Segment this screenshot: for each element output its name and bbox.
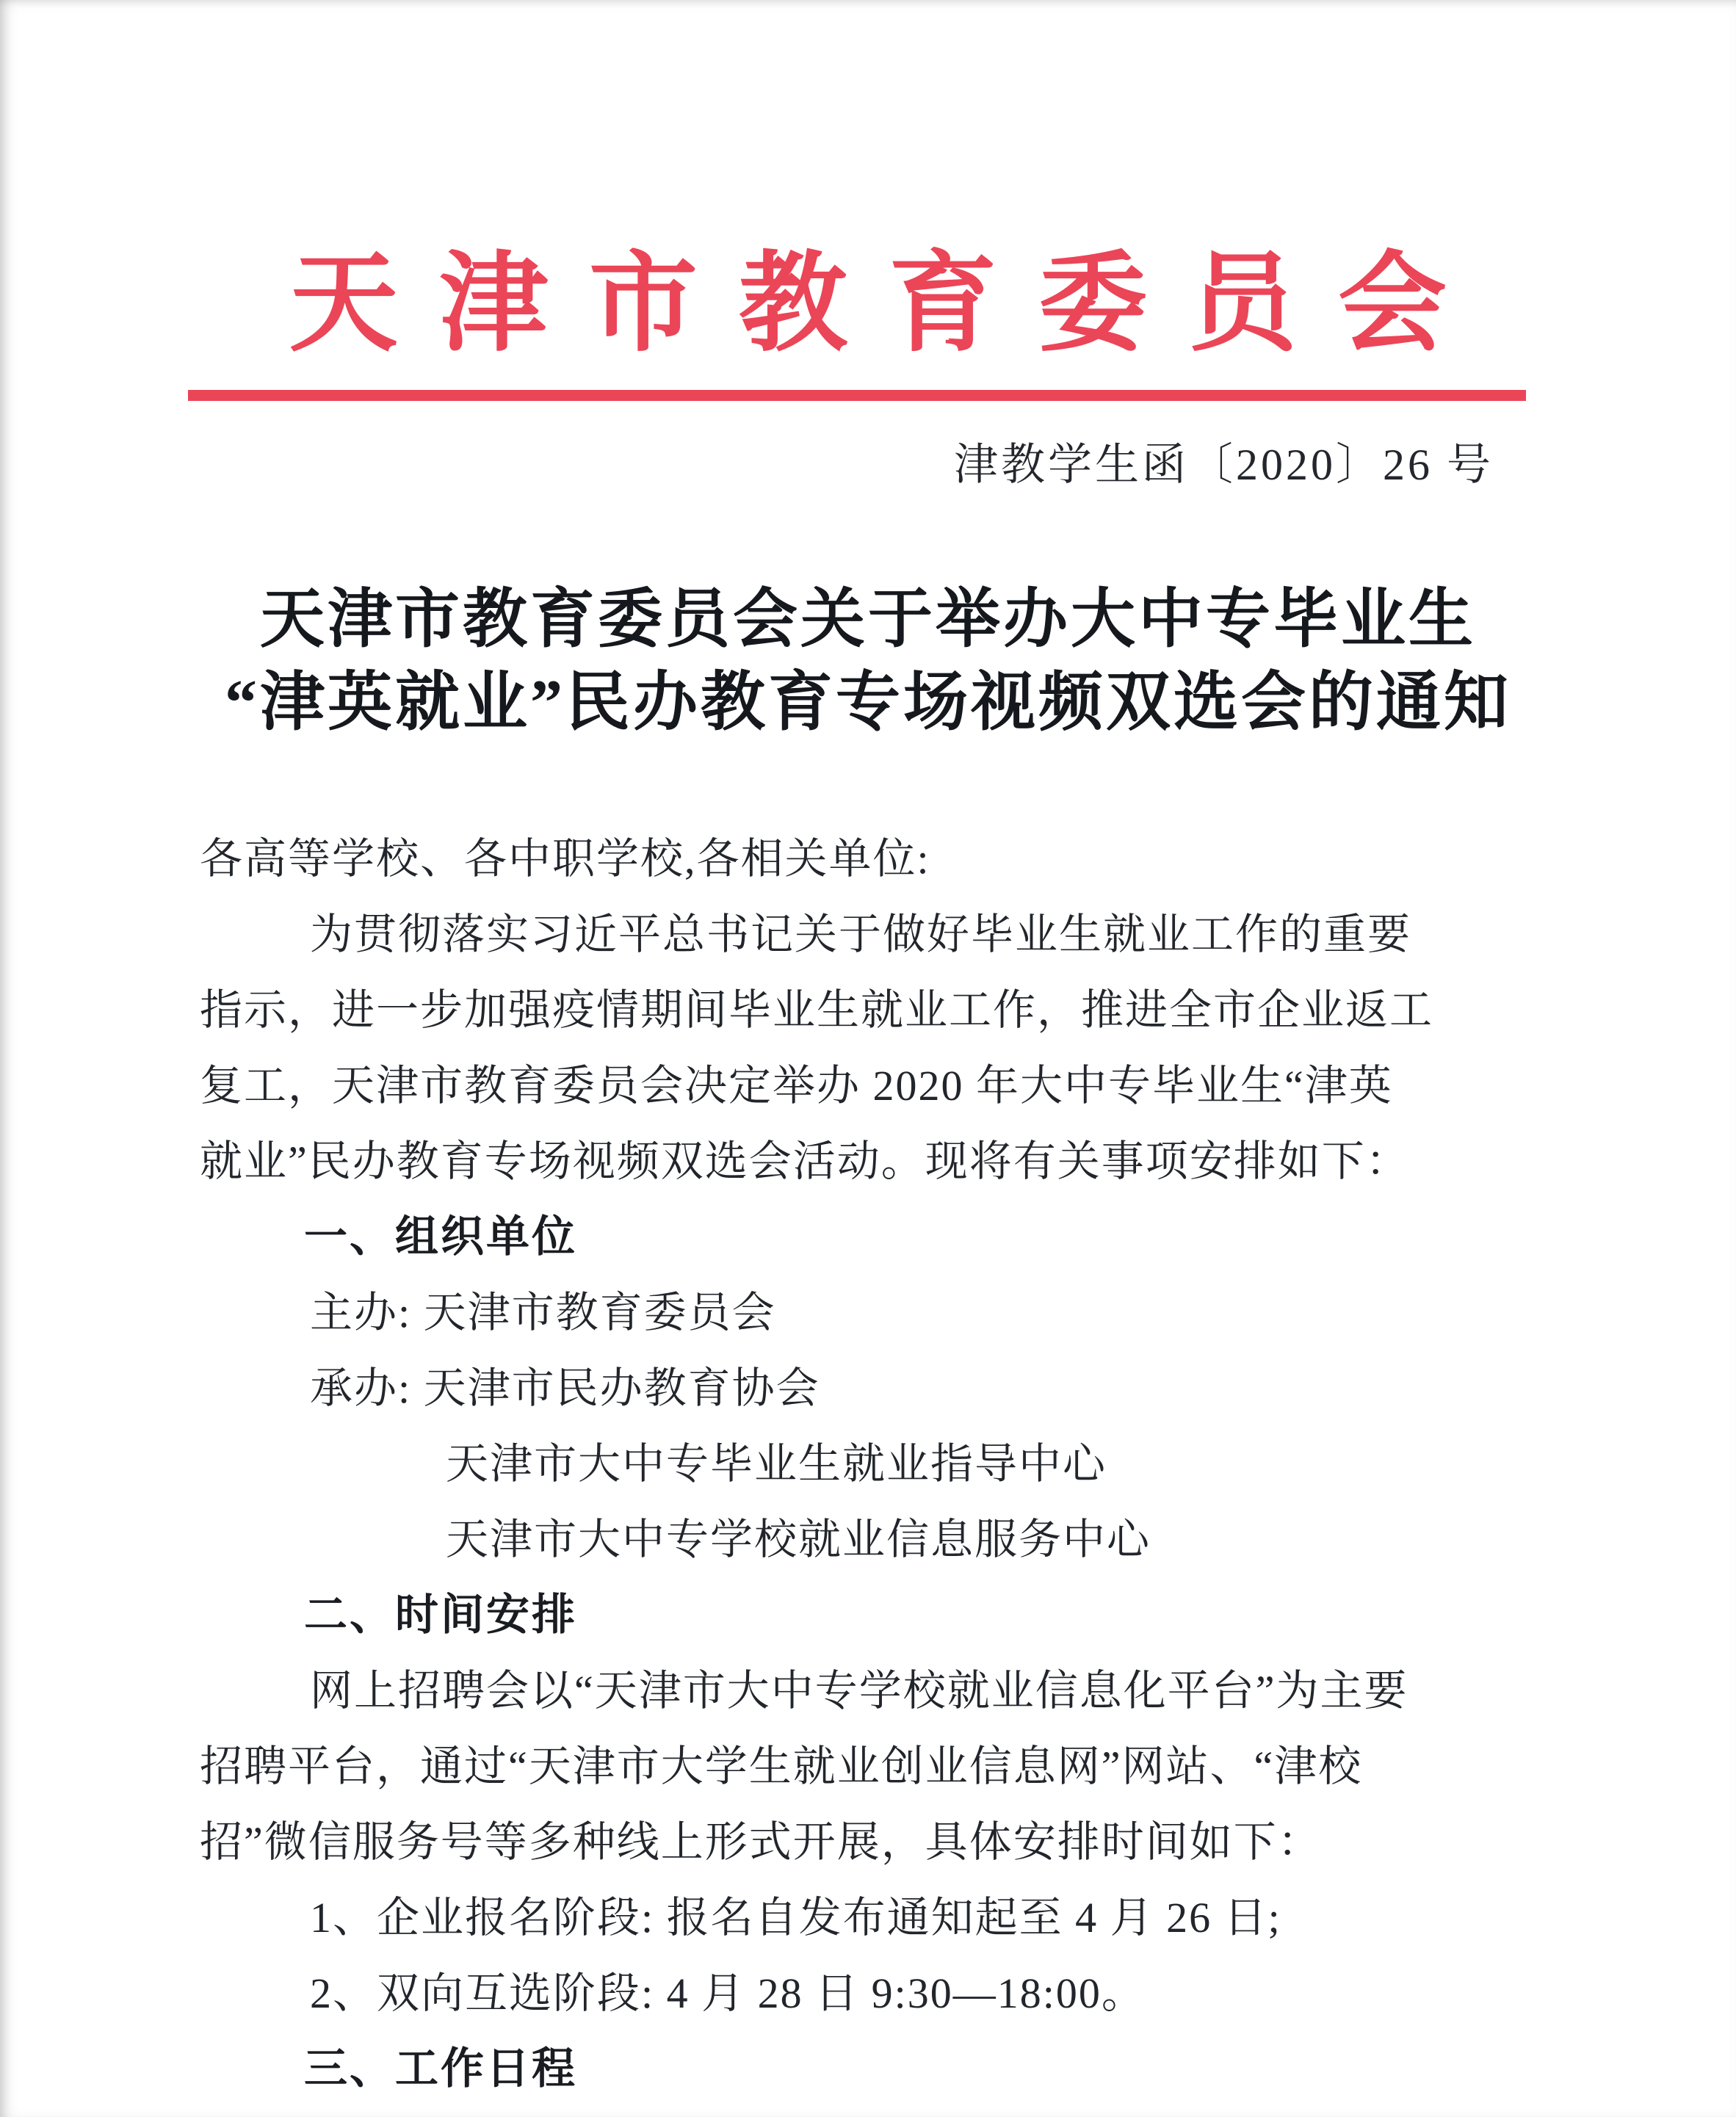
document-title-line-2: “津英就业”民办教育专场视频双选会的通知 [224, 667, 1511, 739]
body-line: 复工，天津市教育委员会决定举办 2020 年大中专毕业生“津英 [200, 1062, 1393, 1110]
section-heading: 二、时间安排 [304, 1591, 578, 1639]
body-line: 网上招聘会以“天津市大中专学校就业信息化平台”为主要 [310, 1667, 1408, 1715]
document-number: 津教学生函〔2020〕26 号 [954, 441, 1494, 489]
body-line: 主办: 天津市教育委员会 [310, 1289, 776, 1336]
document-title [0, 579, 1736, 745]
section-heading: 三、工作日程 [304, 2044, 578, 2093]
body-line: 为贯彻落实习近平总书记关于做好毕业生就业工作的重要 [310, 911, 1412, 958]
body-line: 1、企业报名阶段: 报名自发布通知起至 4 月 26 日; [310, 1894, 1281, 1942]
section-heading: 一、组织单位 [304, 1212, 578, 1261]
body-line: 指示，进一步加强疫情期间毕业生就业工作，推进全市企业返工 [200, 986, 1434, 1034]
body-line: 招”微信服务号等多种线上形式开展，具体安排时间如下： [200, 1818, 1322, 1866]
document-title-line-1: 天津市教育委员会关于举办大中专毕业生 [259, 585, 1476, 656]
letterhead-divider-line [188, 390, 1526, 401]
body-line: 就业”民办教育专场视频双选会活动。现将有关事项安排如下： [200, 1137, 1410, 1185]
body-line: 天津市大中专毕业生就业指导中心 [446, 1440, 1107, 1488]
body-line: 天津市大中专学校就业信息服务中心 [446, 1516, 1151, 1563]
body-line: 承办: 天津市民办教育协会 [310, 1364, 820, 1412]
body-line: 各高等学校、各中职学校,各相关单位: [200, 835, 930, 883]
body-line: 招聘平台，通过“天津市大学生就业创业信息网”网站、“津校 [200, 1743, 1363, 1790]
body-text [200, 821, 1525, 2107]
body-line: 2、双向互选阶段: 4 月 28 日 9:30—18:00。 [310, 1969, 1146, 2017]
agency-letterhead-title: 天津市教育委员会 [289, 245, 1488, 365]
